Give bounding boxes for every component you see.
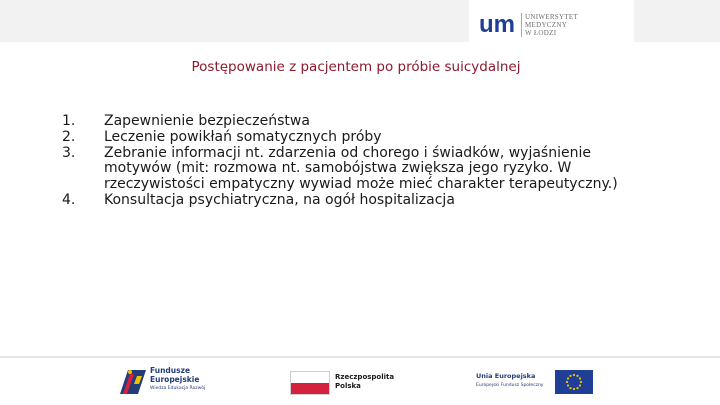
fe-subtitle: Wiedza Edukacja Rozwój — [150, 386, 206, 391]
logo-letters: um — [479, 11, 515, 37]
logo-line-2: MEDYCZNY — [525, 21, 568, 29]
fundusze-europejskie-icon — [120, 364, 146, 394]
eu-flag-icon — [555, 370, 593, 394]
efs-label: Europejski Fundusz Społeczny — [476, 383, 544, 388]
list-item-number: 4. — [62, 191, 76, 208]
list-item — [62, 114, 622, 130]
list-item-number: 2. — [62, 128, 76, 145]
list-item-text: Zebranie informacji nt. zdarzenia od chorego i świadków, wyjaśnienie motywów (mit: rozmowa nt. samobójstwa zwiększa jego ryzyko. W rzeczywistości empatyczny wywiad może mieć charakter terapeutyczny.) — [104, 144, 618, 193]
logo-line-3: W ŁODZI — [525, 29, 557, 37]
list-item-number: 1. — [62, 113, 76, 129]
pl-line-2: Polska — [335, 382, 361, 390]
footer-divider — [0, 356, 720, 358]
fe-line-2: Europejskie — [150, 375, 200, 384]
list-item-text: Leczenie powikłań somatycznych próby — [104, 128, 382, 145]
university-name — [525, 13, 625, 37]
university-logo-mark — [478, 11, 518, 37]
unia-europejska-label: Unia Europejska — [476, 372, 536, 380]
rzeczpospolita-polska-label — [335, 373, 394, 391]
list-item-number: 3. — [62, 144, 76, 161]
list-item — [62, 130, 622, 146]
logo-line-1: UNIWERSYTET — [525, 13, 579, 21]
list-item — [62, 193, 622, 209]
slide-title: Postępowanie z pacjentem po próbie suicydalnej — [191, 59, 521, 75]
logo-divider — [521, 13, 522, 37]
list-item-text: Konsultacja psychiatryczna, na ogół hospitalizacja — [104, 191, 455, 208]
fe-line-1: Fundusze — [150, 366, 191, 375]
fundusze-europejskie-label — [150, 366, 199, 384]
polish-flag-icon — [290, 371, 330, 395]
numbered-list — [62, 114, 622, 209]
list-item — [62, 146, 622, 193]
pl-line-1: Rzeczpospolita — [335, 373, 395, 381]
list-item-text: Zapewnienie bezpieczeństwa — [104, 113, 310, 129]
